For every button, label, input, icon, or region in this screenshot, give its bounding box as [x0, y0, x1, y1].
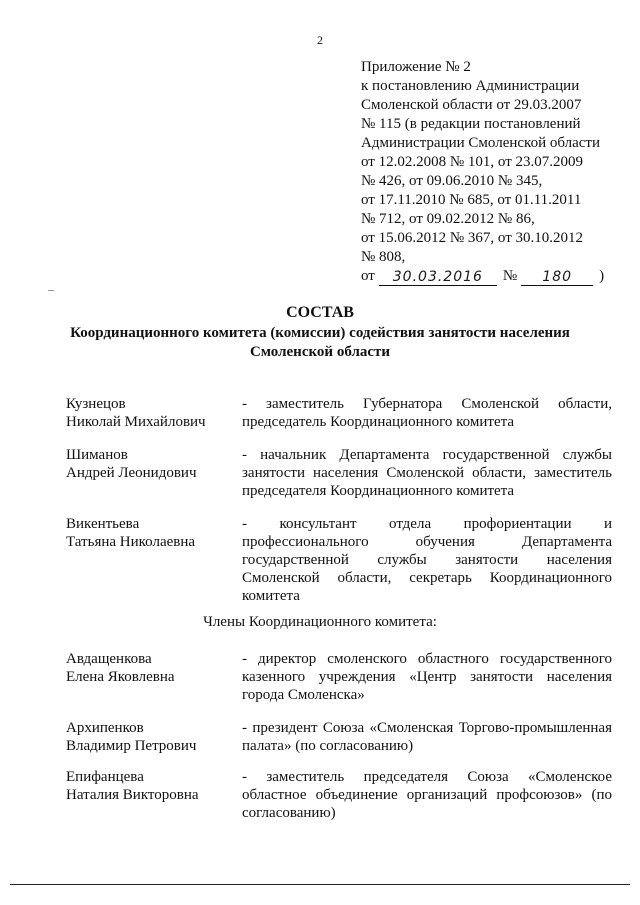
appendix-line: № 808, [361, 249, 406, 265]
person-given-name: Владимир Петрович [66, 738, 197, 754]
person-given-name: Елена Яковлевна [66, 669, 175, 685]
person-surname: Епифанцева [66, 769, 144, 785]
document-title: СОСТАВ [286, 304, 354, 321]
person-surname: Архипенков [66, 720, 144, 736]
document-subtitle-line1: Координационного комитета (комиссии) содействия занятости населения [70, 325, 570, 341]
members-heading: Члены Координационного комитета: [203, 614, 437, 630]
person-surname: Кузнецов [66, 396, 126, 412]
appendix-line: № 712, от 09.02.2012 № 86, [361, 211, 535, 227]
closing-paren: ) [599, 268, 605, 284]
person-given-name: Андрей Леонидович [66, 465, 197, 481]
appendix-line: № 115 (в редакции постановлений [361, 116, 581, 132]
number-sign: № [502, 268, 518, 284]
person-name [66, 650, 236, 686]
person-name [66, 515, 236, 551]
person-name [66, 768, 236, 804]
handwritten-number: 180 [521, 269, 593, 286]
document-subtitle-line2: Смоленской области [249, 344, 391, 360]
person-given-name: Наталия Викторовна [66, 787, 199, 803]
appendix-line: от 12.02.2008 № 101, от 23.07.2009 [361, 154, 584, 170]
appendix-line: от 17.11.2010 № 685, от 01.11.2011 [361, 192, 582, 208]
person-surname: Шиманов [66, 447, 128, 463]
document-heading [0, 303, 640, 362]
stray-mark [48, 290, 54, 291]
date-prefix: от [361, 268, 375, 284]
person-given-name: Николай Михайлович [66, 414, 206, 430]
bottom-divider [10, 884, 630, 885]
person-role: - заместитель председателя Союза «Смоленское областное объединение организаций профсоюзов» (по согласованию) [242, 769, 612, 821]
person-role: - заместитель Губернатора Смоленской области, председатель Координационного комитета [242, 396, 612, 430]
appendix-line: № 426, от 09.06.2010 № 345, [361, 173, 543, 189]
page-number: 2 [317, 33, 323, 47]
person-given-name: Татьяна Николаевна [66, 534, 196, 550]
appendix-line: от 15.06.2012 № 367, от 30.10.2012 [361, 230, 584, 246]
person-role: - президент Союза «Смоленская Торгово-промышленная палата» (по согласованию) [242, 720, 612, 754]
person-role: - консультант отдела профориентации и профессионального обучения Департамента государственной службы занятости населения Смоленской области, секретарь Координационного комитета [242, 516, 612, 604]
person-name [66, 446, 236, 482]
person-surname: Авдащенкова [66, 651, 152, 667]
signature-date-line [361, 267, 611, 286]
appendix-line: Смоленской области от 29.03.2007 [361, 97, 582, 113]
person-name [66, 719, 236, 755]
handwritten-date: 30.03.2016 [379, 269, 497, 286]
person-role: - директор смоленского областного государственного казенного учреждения «Центр занятости населения города Смоленска» [242, 651, 612, 703]
appendix-line: к постановлению Администрации [361, 78, 580, 94]
appendix-line: Администрации Смоленской области [361, 135, 600, 151]
appendix-block [361, 58, 611, 286]
person-role: - начальник Департамента государственной службы занятости населения Смоленской области, заместитель председателя Координационного комитета [242, 447, 612, 499]
appendix-line: Приложение № 2 [361, 59, 471, 75]
person-name [66, 395, 236, 431]
person-surname: Викентьева [66, 516, 140, 532]
